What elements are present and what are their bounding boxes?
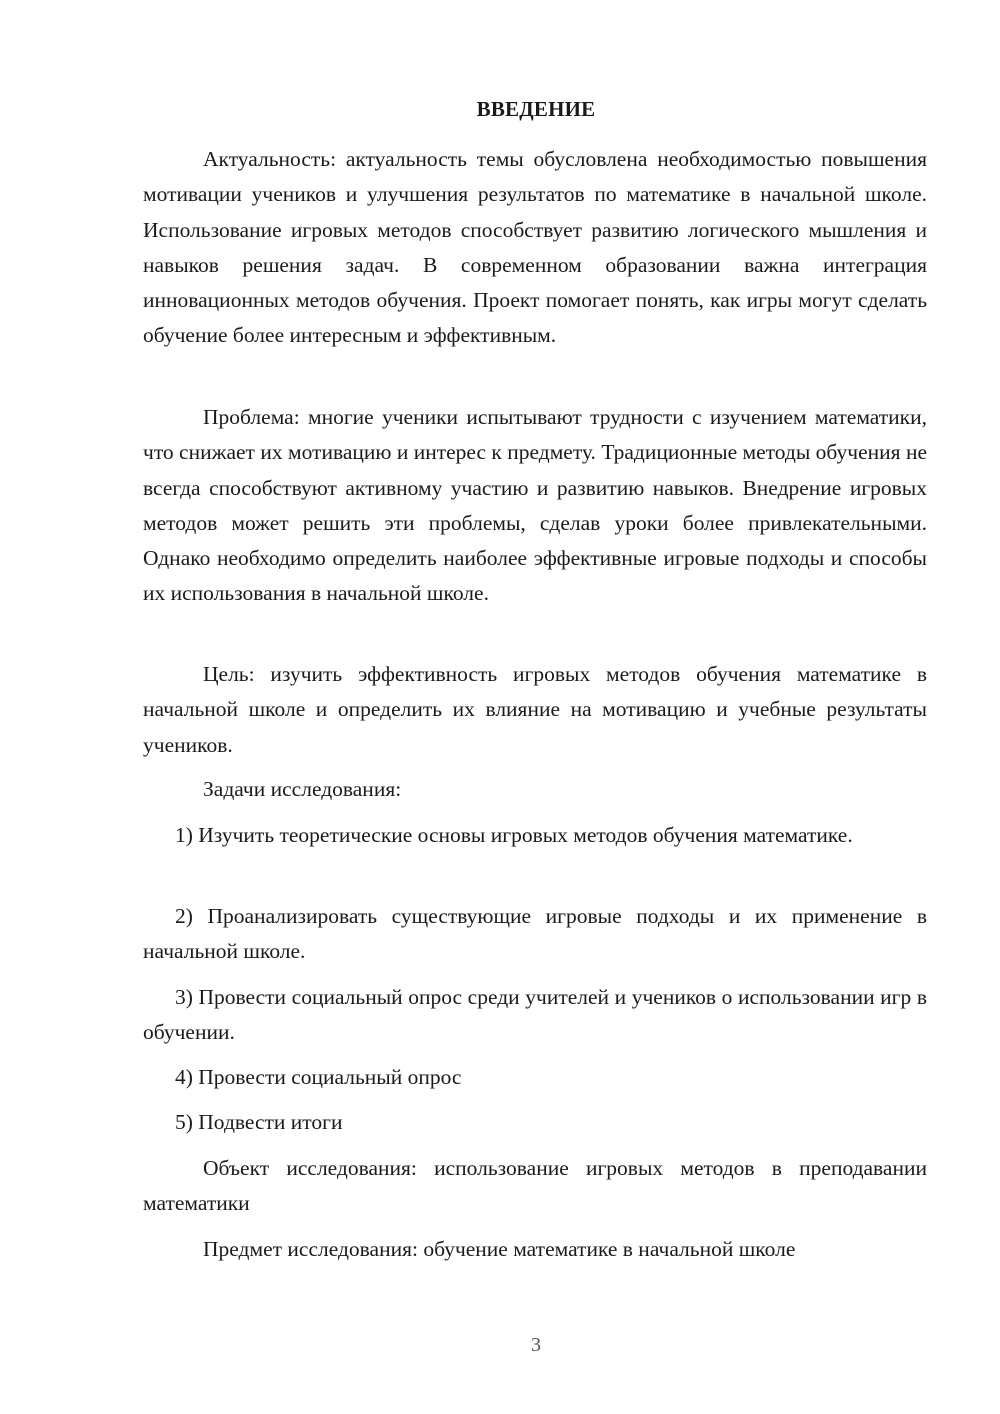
tasks-heading: Задачи исследования:	[203, 777, 402, 801]
goal-paragraph: Цель: изучить эффективность игровых методов обучения математике в начальной школе и определить их влияние на мотивацию и учебные результаты учеников.	[143, 662, 927, 757]
subject-paragraph: Предмет исследования: обучение математике в начальной школе	[203, 1237, 796, 1261]
task-item-5: 5) Подвести итоги	[175, 1110, 343, 1134]
object-paragraph: Объект исследования: использование игровых методов в преподавании математики	[143, 1156, 927, 1216]
task-item-2: 2) Проанализировать существующие игровые подходы и их применение в начальной школе.	[143, 904, 927, 964]
page-number: 3	[531, 1334, 541, 1356]
section-title: ВВЕДЕНИЕ	[476, 97, 596, 121]
problem-paragraph: Проблема: многие ученики испытывают трудности с изучением математики, что снижает их мотивацию и интерес к предмету. Традиционные методы обучения не всегда способствуют активному участию и развитию навыков. Внедрение игровых методов может решить эти проблемы, сделав уроки более привлекательными. Однако необходимо определить наиболее эффективные игровые подходы и способы их использования в начальной школе.	[143, 405, 927, 606]
relevance-paragraph: Актуальность: актуальность темы обусловлена необходимостью повышения мотивации учеников и улучшения результатов по математике в начальной школе. Использование игровых методов способствует развитию логического мышления и навыков решения задач. В современном образовании важна интеграция инновационных методов обучения. Проект помогает понять, как игры могут сделать обучение более интересным и эффективным.	[143, 147, 927, 348]
task-item-1: 1) Изучить теоретические основы игровых методов обучения математике.	[175, 823, 853, 847]
task-item-3: 3) Провести социальный опрос среди учителей и учеников о использовании игр в обучении.	[143, 985, 927, 1045]
task-item-4: 4) Провести социальный опрос	[175, 1065, 462, 1089]
